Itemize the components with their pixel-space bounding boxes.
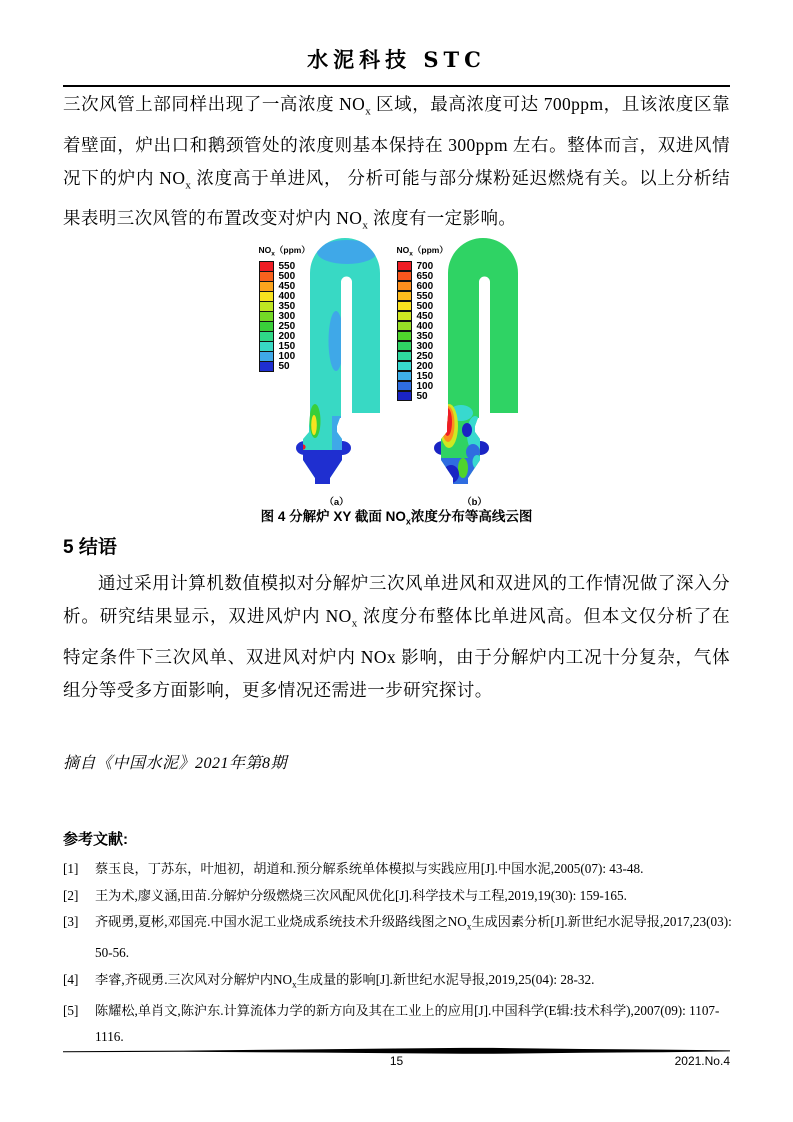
contour-plot-b (427, 236, 523, 508)
legend-value: 600 (416, 280, 434, 292)
legend-value: 200 (278, 330, 296, 342)
reference-text (95, 967, 733, 998)
reference-text-part: 陈耀松,单肖文,陈沪东.计算流体力学的新方向及其在工业上的应用[J].中国科学(E辑:技术科学),2007(09): 1107-1116. (95, 1002, 720, 1045)
reference-item (63, 883, 733, 910)
legend-value: 450 (416, 310, 434, 322)
legend-value: 500 (416, 300, 434, 312)
legend-value: 350 (278, 300, 296, 312)
nox-subscript: x (362, 219, 369, 232)
reference-number: [5] (63, 1002, 79, 1018)
reference-item (63, 998, 733, 1051)
legend-swatch (397, 331, 412, 341)
legend-value: 250 (416, 350, 434, 362)
reference-text (95, 909, 733, 967)
legend-swatch (397, 311, 412, 321)
references-list (63, 856, 733, 1051)
paragraph-text: 浓度高于单进风， 分析可能与部分煤粉延迟燃烧有关。以上分析结果表明三次风管的布置改变对炉内 NO (63, 167, 730, 228)
legend-swatch (397, 301, 412, 311)
contour-blob (472, 455, 481, 469)
reference-item (63, 856, 733, 883)
contour-plot-b-canvas (427, 236, 523, 488)
legend-swatch (397, 261, 412, 271)
legend-value: 500 (278, 270, 296, 282)
legend-swatch (397, 381, 412, 391)
nox-subscript: x (405, 516, 411, 527)
section-heading: 5 结语 (63, 537, 117, 558)
paragraph-text: 浓度分布整体比单进风高。但本文仅分析了在特定条件下三次风单、双进风对炉内 NOx 影响，由于分解炉内工况十分复杂，气体组分等受多方面影响，更多情况还需进一步研究探讨。 (63, 606, 731, 700)
legend-title-unit: （ppm） (274, 245, 310, 255)
reference-text-part: 生成因素分析[J].新世纪水泥导报,2017,23(03): 50-56. (95, 914, 732, 961)
contour-blob (462, 423, 472, 437)
nox-subscript: x (466, 921, 472, 932)
legend-title-text: NO (396, 245, 410, 255)
legend-value: 50 (278, 360, 290, 372)
contour-plot-a (289, 236, 385, 508)
legend-value: 400 (278, 290, 296, 302)
legend-value: 400 (416, 320, 434, 332)
legend-value: 300 (416, 340, 434, 352)
contour-hotspot (443, 408, 452, 436)
legend-swatch (397, 371, 412, 381)
figure-caption-text: 浓度分布等高线云图 (410, 509, 533, 524)
reference-number: [3] (63, 914, 79, 929)
legend-value: 550 (278, 260, 296, 272)
contour-blob (332, 416, 342, 452)
legend-value: 100 (416, 380, 434, 392)
legend-value: 200 (416, 360, 434, 372)
reference-item (63, 967, 733, 998)
legend-swatch (397, 391, 412, 401)
footer (63, 1054, 730, 1072)
legend-value: 650 (416, 270, 434, 282)
nox-subscript: x (292, 979, 297, 990)
body-paragraph-1 (63, 88, 730, 243)
contour-blob (443, 465, 459, 483)
legend-value: 250 (278, 320, 296, 332)
reference-number: [4] (63, 971, 79, 987)
contour-blob (317, 240, 377, 264)
paragraph-text: 浓度有一定影响。 (368, 208, 517, 228)
legend-value: 350 (416, 330, 434, 342)
page-number: 15 (389, 1054, 404, 1068)
reference-text-part: 蔡玉良，丁苏东，叶旭初，胡道和.预分解系统单体模拟与实践应用[J].中国水泥,2005(07): 43-48. (95, 861, 644, 876)
legend-value: 700 (416, 260, 434, 272)
contour-blob (458, 458, 468, 478)
reference-text-part: 齐砚勇,夏彬,邓国亮.中国水泥工业烧成系统技术升级路线图之NO (95, 914, 467, 929)
reference-text-part: 生成量的影响[J].新世纪水泥导报,2019,25(04): 28-32. (296, 971, 595, 987)
legend-value: 150 (416, 370, 434, 382)
reference-number: [1] (63, 861, 79, 876)
contour-low-region (303, 450, 343, 484)
legend-swatch (259, 361, 274, 372)
legend-value: 100 (278, 350, 296, 362)
legend-title-subscript: x (271, 250, 275, 258)
legend-value: 150 (278, 340, 296, 352)
legend-swatch (397, 361, 412, 371)
legend-value: 550 (416, 290, 434, 302)
legend-swatch (397, 351, 412, 361)
contour-plot-a-canvas (289, 236, 385, 488)
legend-value: 300 (278, 310, 296, 322)
legend-value: 450 (278, 280, 296, 292)
subplot-label-b: （b） (462, 497, 487, 508)
reference-text (95, 883, 733, 910)
legend-title-subscript: x (409, 250, 413, 258)
paragraph-text: 三次风管上部同样出现了一高浓度 NO (63, 94, 366, 114)
nox-subscript: x (365, 105, 372, 118)
legend-value: 50 (416, 390, 428, 402)
journal-header-title: 水泥科技 STC (307, 47, 486, 72)
reference-text (95, 856, 733, 883)
legend-swatch (397, 321, 412, 331)
reference-item (63, 909, 733, 967)
contour-blob (328, 311, 343, 371)
issue-number: 2021.No.4 (674, 1054, 730, 1068)
paragraph-text: 通过采用计算机数值模拟对分解炉三次风单进风和双进风的工作情况做了深入分析。研究结果显示，双进风炉内 NO (63, 573, 730, 626)
references-heading: 参考文献: (63, 831, 128, 848)
paragraph-text: 区域，最高浓度可达 700ppm，且该浓度区靠着壁面，炉出口和鹅颈管处的浓度则基本保持在 300ppm 左右。整体而言，双进风情况下的炉内 NO (63, 94, 730, 188)
legend-title-text: NO (258, 245, 272, 255)
legend-title-unit: （ppm） (412, 245, 448, 255)
conclusion-paragraph (63, 567, 730, 707)
figure-caption (0, 505, 793, 527)
legend-swatch (397, 291, 412, 301)
contour-blob (311, 415, 317, 435)
legend-swatch (397, 271, 412, 281)
nox-subscript: x (185, 179, 192, 191)
reference-number: [2] (63, 887, 79, 903)
nox-subscript: x (351, 617, 358, 630)
figure-caption-text: 图 4 分解炉 XY 截面 NO (260, 509, 406, 524)
figure-4 (0, 236, 793, 508)
legend-swatch (397, 341, 412, 351)
subplot-label-a: （a） (324, 497, 349, 508)
legend-swatch (397, 281, 412, 291)
reference-text-part: 王为术,廖义涵,田苗.分解炉分级燃烧三次风配风优化[J].科学技术与工程,2019,19(30): 159-165. (95, 887, 627, 903)
reference-text (95, 998, 733, 1051)
source-note: 摘自《中国水泥》2021年第8期 (63, 755, 288, 772)
reference-text-part: 李睿,齐砚勇.三次风对分解炉内NO (95, 971, 293, 987)
